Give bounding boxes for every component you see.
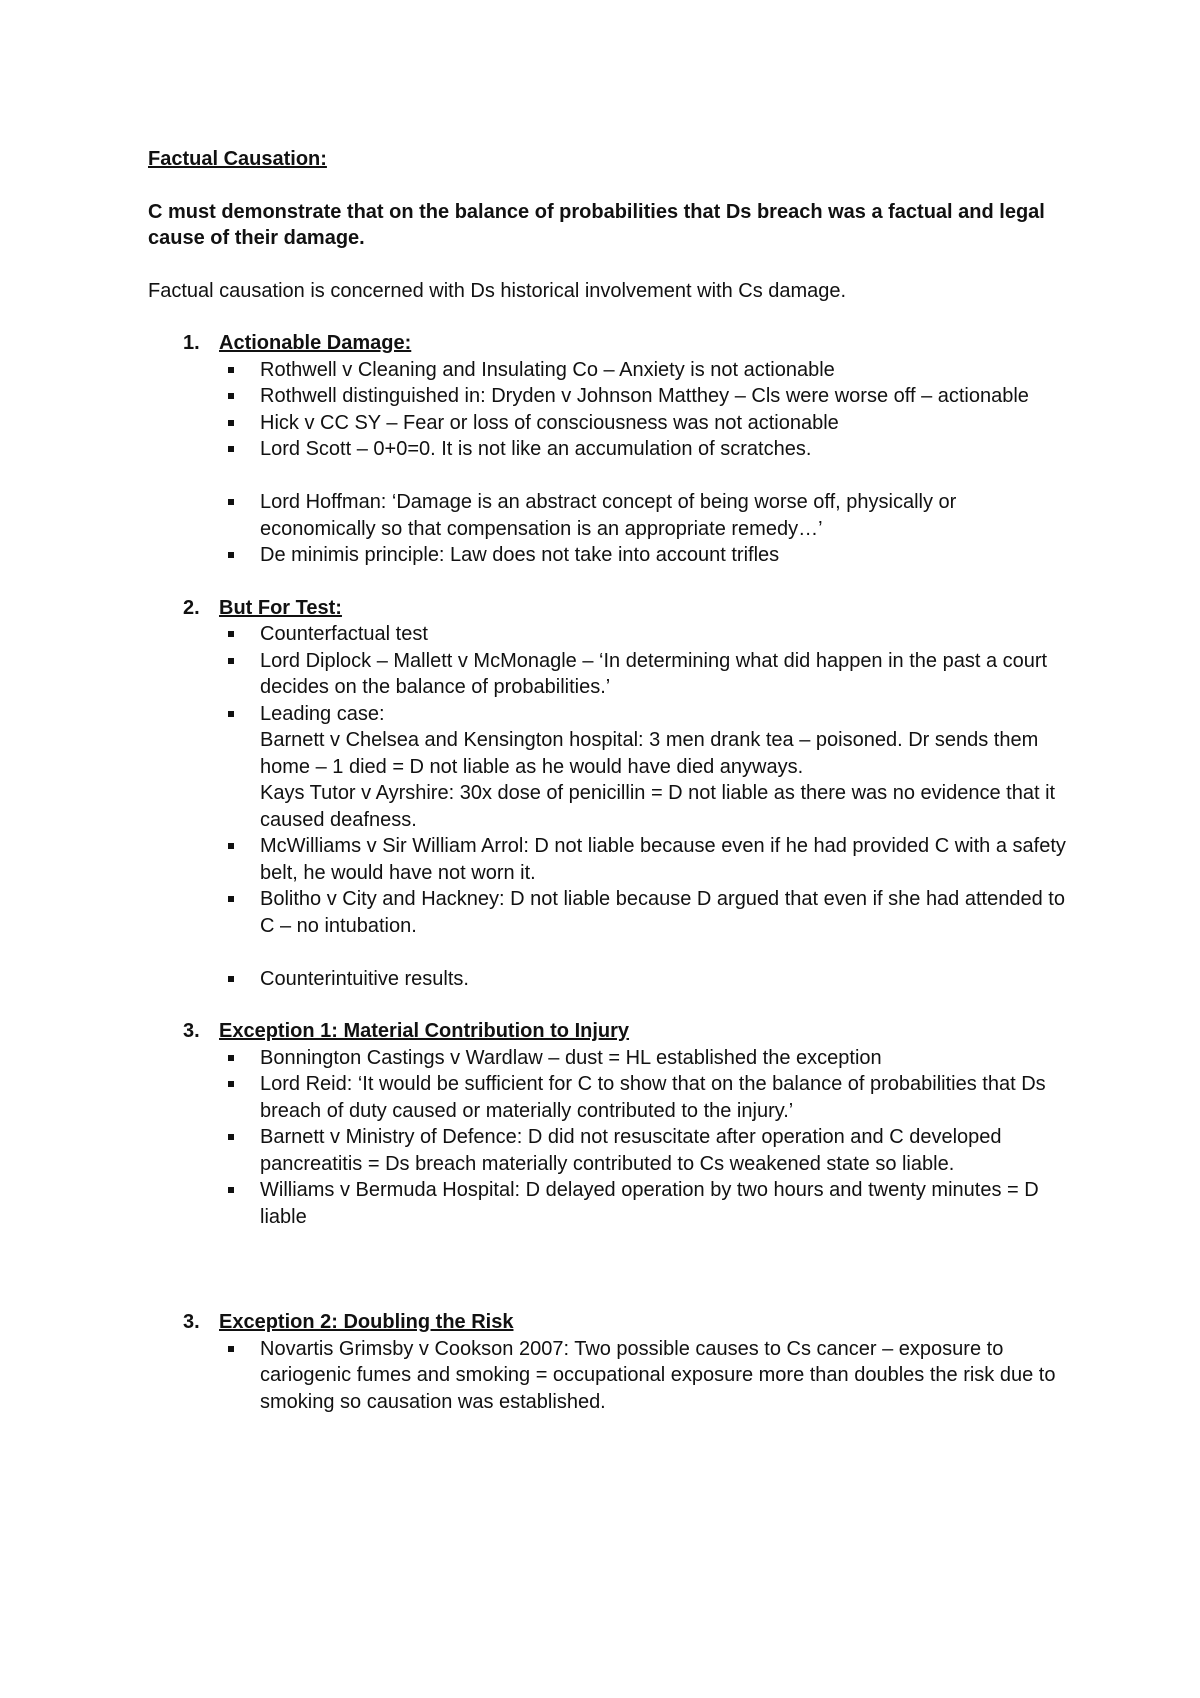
case-note: Kays Tutor v Ayrshire: 30x dose of penicillin = D not liable as there was no evidence that it caused deafness. (260, 782, 1056, 831)
list-item: Counterfactual test (219, 621, 1068, 648)
square-bullet-icon (228, 1346, 234, 1352)
list-item: Bolitho v City and Hackney: D not liable because D argued that even if she had attended to C – no intubation. (219, 886, 1068, 939)
list-item: Novartis Grimsby v Cookson 2007: Two possible causes to Cs cancer – exposure to cariogenic fumes and smoking = occupational exposure more than doubles the risk due to smoking so causation was established. (219, 1336, 1068, 1416)
section-title: Actionable Damage: (219, 332, 412, 354)
list-item: McWilliams v Sir William Arrol: D not liable because even if he had provided C with a safety belt, he would have not worn it. (219, 833, 1068, 886)
square-bullet-icon (228, 1187, 234, 1193)
section-doubling-the-risk (148, 1309, 1068, 1415)
section-title: Exception 1: Material Contribution to Injury (219, 1020, 630, 1042)
square-bullet-icon (228, 896, 234, 902)
square-bullet-icon (228, 1081, 234, 1087)
square-bullet-icon (228, 446, 234, 452)
square-bullet-icon (228, 658, 234, 664)
bullet-list (219, 1336, 1068, 1416)
list-item: Hick v CC SY – Fear or loss of consciousness was not actionable (219, 410, 1068, 437)
lead-statement: C must demonstrate that on the balance of probabilities that Ds breach was a factual and legal cause of their damage. (148, 200, 1045, 249)
square-bullet-icon (228, 1055, 234, 1061)
intro-paragraph: Factual causation is concerned with Ds historical involvement with Cs damage. (148, 279, 847, 302)
section-actionable-damage (148, 330, 1068, 569)
square-bullet-icon (228, 367, 234, 373)
list-item: Williams v Bermuda Hospital: D delayed operation by two hours and twenty minutes = D liable (219, 1177, 1068, 1230)
list-item: Lord Diplock – Mallett v McMonagle – ‘In determining what did happen in the past a court decides on the balance of probabilities.’ (219, 648, 1068, 701)
square-bullet-icon (228, 420, 234, 426)
section-but-for-test (148, 595, 1068, 993)
list-item (219, 701, 1068, 834)
square-bullet-icon (228, 499, 234, 505)
list-item: Rothwell distinguished in: Dryden v Johnson Matthey – Cls were worse off – actionable (219, 383, 1068, 410)
case-note: Barnett v Chelsea and Kensington hospital: 3 men drank tea – poisoned. Dr sends them home – 1 died = D not liable as he would have died anyways. (260, 729, 1039, 778)
square-bullet-icon (228, 843, 234, 849)
square-bullet-icon (228, 393, 234, 399)
square-bullet-icon (228, 976, 234, 982)
list-item: Lord Scott – 0+0=0. It is not like an accumulation of scratches. (219, 436, 1068, 463)
section-number: 3. (183, 1020, 200, 1042)
square-bullet-icon (228, 711, 234, 717)
bullet-list (219, 1045, 1068, 1231)
list-item: Lord Hoffman: ‘Damage is an abstract concept of being worse off, physically or economically so that compensation is an appropriate remedy…’ (219, 489, 1068, 542)
list-item: Lord Reid: ‘It would be sufficient for C to show that on the balance of probabilities that Ds breach of duty caused or materially contributed to the injury.’ (219, 1071, 1068, 1124)
list-item: Bonnington Castings v Wardlaw – dust = HL established the exception (219, 1045, 1068, 1072)
list-item: Rothwell v Cleaning and Insulating Co – Anxiety is not actionable (219, 357, 1068, 384)
square-bullet-icon (228, 1134, 234, 1140)
section-title: Exception 2: Doubling the Risk (219, 1311, 514, 1333)
square-bullet-icon (228, 631, 234, 637)
page-title: Factual Causation: (148, 148, 327, 170)
list-item: Barnett v Ministry of Defence: D did not resuscitate after operation and C developed pancreatitis = Ds breach materially contributed to Cs weakened state so liable. (219, 1124, 1068, 1177)
bullet-list (219, 621, 1068, 992)
section-number: 3. (183, 1311, 200, 1333)
leading-case-label: Leading case: (260, 702, 385, 725)
section-title: But For Test: (219, 596, 342, 619)
list-item: Counterintuitive results. (219, 966, 1068, 993)
bullet-list (219, 357, 1068, 569)
section-number: 2. (183, 596, 200, 619)
section-material-contribution (148, 1018, 1068, 1230)
square-bullet-icon (228, 552, 234, 558)
document-body (148, 146, 1068, 1415)
list-item: De minimis principle: Law does not take into account trifles (219, 542, 1068, 569)
section-number: 1. (183, 332, 200, 354)
